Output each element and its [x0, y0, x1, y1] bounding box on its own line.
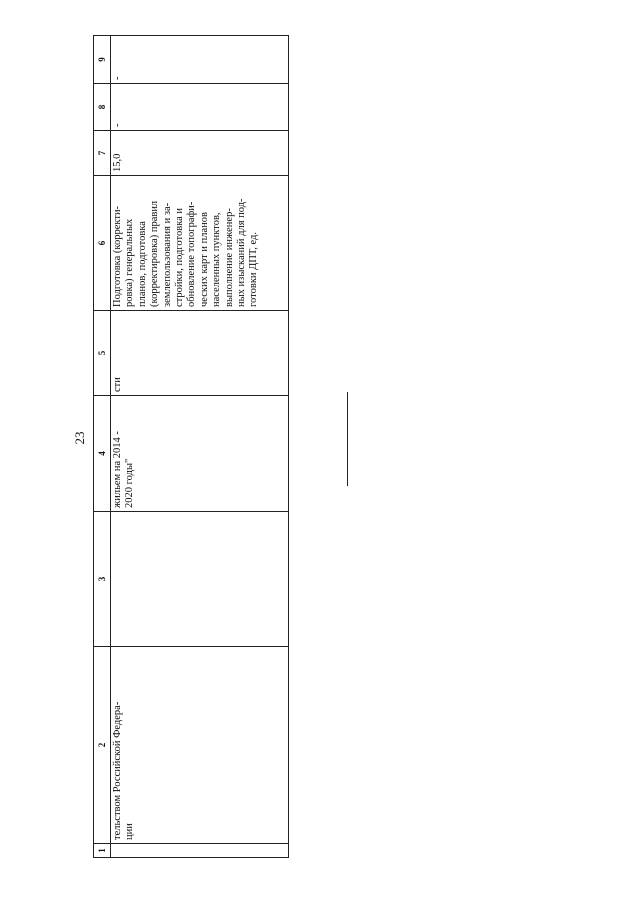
cell-col-6-line: стройки, подготовка и	[174, 207, 186, 307]
cell-col-4	[111, 396, 289, 512]
cell-col-6-line: Подготовка (корректи-	[112, 205, 123, 307]
separator-line	[347, 392, 348, 486]
cell-col-6-line: планов, подготовка	[136, 221, 148, 307]
cell-col-4-line: 2020 годы"	[124, 458, 136, 508]
cell-col-7: 15,0	[111, 131, 289, 176]
cell-col-6	[111, 176, 289, 311]
table-row	[111, 36, 289, 858]
col-number-6: 6	[94, 176, 111, 311]
cell-col-1	[111, 844, 289, 858]
col-number-2: 2	[94, 647, 111, 844]
column-number-row	[94, 36, 111, 858]
cell-col-6-line: ровка) генеральных	[124, 218, 136, 307]
col-number-8: 8	[94, 84, 111, 131]
page-number: 23	[72, 431, 87, 445]
cell-col-6-line: готовки ДПТ, ед.	[248, 231, 260, 307]
cell-col-5: сти	[111, 311, 289, 396]
cell-col-2-line: тельством Российской Федера-	[112, 701, 123, 840]
cell-col-2-line: ции	[124, 823, 136, 840]
col-number-9: 9	[94, 36, 111, 84]
col-number-7: 7	[94, 131, 111, 176]
cell-col-4-line: жильем на 2014 -	[112, 431, 123, 508]
col-number-4: 4	[94, 396, 111, 512]
col-number-3: 3	[94, 512, 111, 647]
cell-col-6-line: (корректировка) правил	[149, 200, 161, 307]
cell-col-2	[111, 647, 289, 844]
data-table	[93, 35, 289, 858]
cell-col-8: -	[111, 84, 289, 131]
cell-col-6-line: ных изысканий для под-	[236, 198, 248, 307]
cell-col-6-line: населенных пунктов,	[211, 212, 223, 307]
cell-col-6-line: обновление топографи-	[186, 201, 198, 307]
cell-col-3	[111, 512, 289, 647]
rotated-table-container	[93, 36, 289, 858]
col-number-1: 1	[94, 844, 111, 858]
col-number-5: 5	[94, 311, 111, 396]
cell-col-6-line: ческих карт и планов	[198, 212, 210, 307]
cell-col-6-line: выполнение инженер-	[223, 208, 235, 307]
cell-col-6-line: землепользования и за-	[161, 202, 173, 307]
cell-col-9: -	[111, 36, 289, 84]
